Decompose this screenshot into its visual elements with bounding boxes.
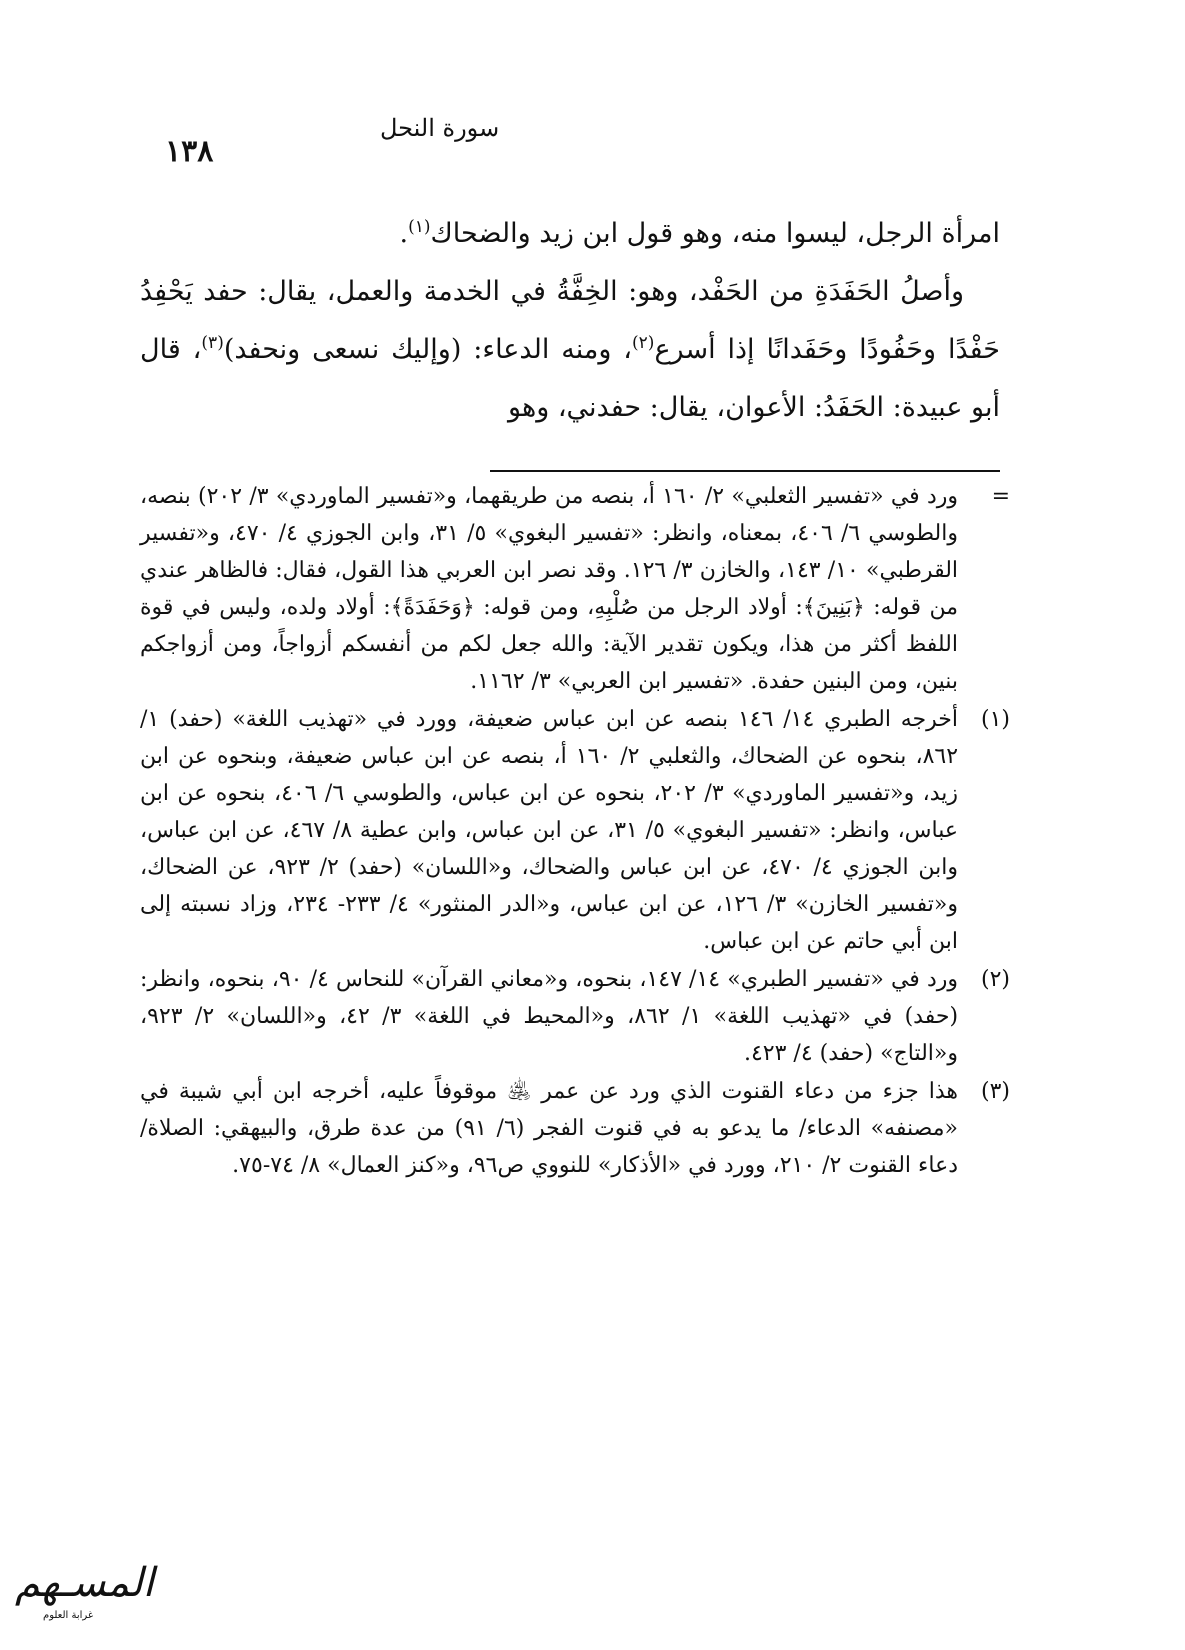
paragraph-end: . xyxy=(399,218,409,249)
footnote-marker: = xyxy=(991,484,1010,509)
footnote-marker: (٣) xyxy=(980,1079,1010,1104)
page-number: ١٣٨ xyxy=(165,134,214,169)
footnote-1 xyxy=(140,701,1010,960)
footnote-separator xyxy=(490,470,1000,472)
footnote-continuation xyxy=(140,478,1010,700)
footnote-marker: (٢) xyxy=(980,967,1010,992)
footnote-ref[interactable]: (١) xyxy=(408,217,431,237)
running-header xyxy=(165,112,985,172)
logo-subtext: غرابة العلوم xyxy=(43,1610,94,1621)
footnote-ref[interactable]: (٢) xyxy=(632,333,655,353)
paragraph-text: وأصلُ الحَفَدَةِ من الحَفْد، وهو: الخِفَّةُ في الخدمة والعمل، يقال: حفد يَحْفِدُ حَفْدًا وحَفُودًا وحَفَدانًا إذا أسرع xyxy=(140,276,1000,365)
footnote-marker: (١) xyxy=(980,707,1010,732)
main-paragraph-1 xyxy=(140,205,1000,263)
logo-text: المسـهم xyxy=(15,1560,154,1606)
main-paragraph-2 xyxy=(140,263,1000,437)
footnotes xyxy=(140,478,1010,1184)
footnote-2 xyxy=(140,961,1010,1072)
publisher-logo xyxy=(15,1560,154,1630)
footnote-text: ورد في «تفسير الطبري» ١٤/ ١٤٧، بنحوه، و«معاني القرآن» للنحاس ٤/ ٩٠، بنحوه، وانظر: (حفد) في «تهذيب اللغة» ١/ ٨٦٢، و«المحيط في اللغة» ٣/ ٤٢، و«اللسان» ٢/ ٩٢٣، و«التاج» (حفد) ٤/ ٤٢٣. xyxy=(140,967,959,1066)
paragraph-text: ، ومنه الدعاء: (وإليك نسعى ونحفد) xyxy=(223,334,633,365)
main-text xyxy=(140,205,1000,437)
footnote-text: أخرجه الطبري ١٤/ ١٤٦ بنصه عن ابن عباس ضعيفة، وورد في «تهذيب اللغة» (حفد) ١/ ٨٦٢، بنحوه عن الضحاك، والثعلبي ٢/ ١٦٠ أ، بنصه عن ابن عباس ضعيفة، وبنحوه عن ابن زيد، و«تفسير الماوردي» ٣/ ٢٠٢، بنحوه عن ابن عباس، والطوسي ٦/ ٤٠٦، بنحوه عن ابن عباس، وانظر: «تفسير البغوي» ٥/ ٣١، عن ابن عباس، وابن عطية ٨/ ٤٦٧، عن ابن عباس، وابن الجوزي ٤/ ٤٧٠، عن ابن عباس والضحاك، و«اللسان» (حفد) ٢/ ٩٢٣، عن الضحاك، و«تفسير الخازن» ٣/ ١٢٦، عن ابن عباس، و«الدر المنثور» ٤/ ٢٣٣- ٢٣٤، وزاد نسبته إلى ابن أبي حاتم عن ابن عباس. xyxy=(140,707,959,954)
footnote-text: هذا جزء من دعاء القنوت الذي ورد عن عمر ﵁ موقوفاً عليه، أخرجه ابن أبي شيبة في «مصنفه» الدعاء/ ما يدعو به في قنوت الفجر (٦/ ٩١) من عدة طرق، والبيهقي: الصلاة/ دعاء القنوت ٢/ ٢١٠، وورد في «الأذكار» للنووي ص٩٦، و«كنز العمال» ٨/ ٧٤-٧٥. xyxy=(140,1079,959,1178)
paragraph-text: ، قال أبو عبيدة: الحَفَدُ: الأعوان، يقال: حفدني، وهو xyxy=(140,334,1000,423)
surah-name: سورة النحل xyxy=(380,114,500,142)
footnote-ref[interactable]: (٣) xyxy=(201,333,224,353)
footnote-3 xyxy=(140,1073,1010,1184)
footnote-text: ورد في «تفسير الثعلبي» ٢/ ١٦٠ أ، بنصه من طريقهما، و«تفسير الماوردي» ٣/ ٢٠٢) بنصه، والطوسي ٦/ ٤٠٦، بمعناه، وانظر: «تفسير البغوي» ٥/ ٣١، وابن الجوزي ٤/ ٤٧٠، و«تفسير القرطبي» ١٠/ ١٤٣، والخازن ٣/ ١٢٦. وقد نصر ابن العربي هذا القول، فقال: فالظاهر عندي من قوله: ﴿بَنِينَ﴾: أولاد الرجل من صُلْبِهِ، ومن قوله: ﴿وَحَفَدَةً﴾: أولاد ولده، وليس في قوة اللفظ أكثر من هذا، ويكون تقدير الآية: والله جعل لكم من أنفسكم أزواجاً، ومن أزواجكم بنين، ومن البنين حفدة. «تفسير ابن العربي» ٣/ ١١٦٢. xyxy=(140,484,959,694)
paragraph-text: امرأة الرجل، ليسوا منه، وهو قول ابن زيد والضحاك xyxy=(430,218,1000,249)
